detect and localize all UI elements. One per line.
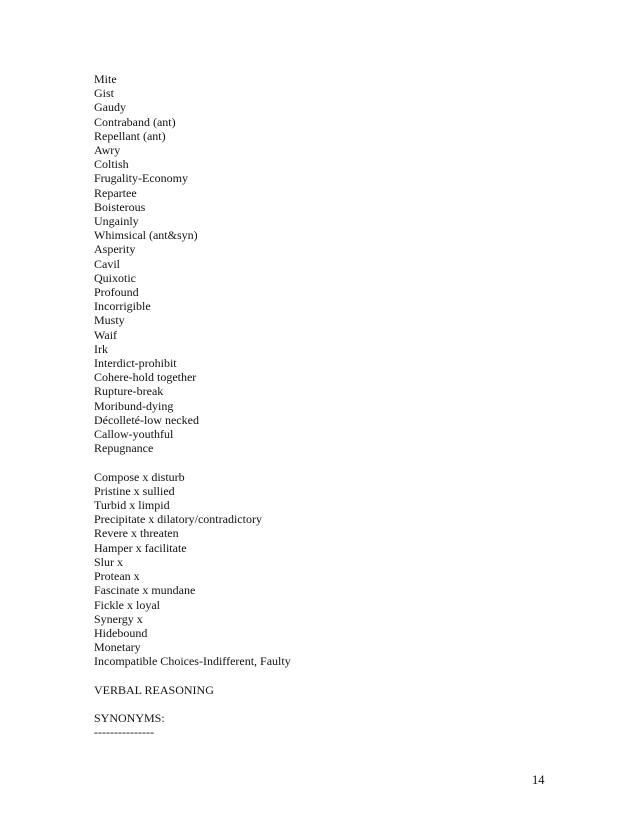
list-item: Precipitate x dilatory/contradictory (94, 512, 262, 527)
divider-line: --------------- (94, 725, 154, 740)
list-item: Contraband (ant) (94, 114, 176, 129)
list-item: Fascinate x mundane (94, 583, 196, 598)
list-item: Ungainly (94, 214, 139, 229)
list-item: Slur x (94, 554, 124, 569)
list-item: Pristine x sullied (94, 483, 175, 498)
page-number: 14 (532, 773, 545, 787)
list-item: Monetary (94, 640, 141, 655)
subsection-heading: SYNONYMS: (94, 711, 165, 726)
list-item: Boisterous (94, 199, 146, 214)
list-item: Callow-youthful (94, 427, 174, 442)
list-item: Repugnance (94, 441, 154, 456)
document-body (94, 72, 594, 740)
list-item: Incorrigible (94, 299, 151, 314)
section-heading: VERBAL REASONING (94, 682, 214, 697)
list-item: Quixotic (94, 270, 136, 285)
list-item: Awry (94, 143, 121, 158)
list-item: Repartee (94, 185, 137, 200)
list-item: Synergy x (94, 611, 143, 626)
paragraph-gap (94, 669, 594, 683)
list-item: Frugality-Economy (94, 171, 188, 186)
list-item: Moribund-dying (94, 398, 174, 413)
list-item: Waif (94, 327, 118, 342)
list-item: Compose x disturb (94, 469, 185, 484)
list-item: Asperity (94, 242, 136, 257)
list-item: Fickle x loyal (94, 597, 160, 612)
list-item: Turbid x limpid (94, 498, 170, 513)
list-item: Musty (94, 313, 125, 328)
list-item: Décolleté-low necked (94, 412, 199, 427)
list-item: Incompatible Choices-Indifferent, Faulty (94, 654, 291, 669)
list-item: Profound (94, 285, 139, 300)
list-item: Revere x threaten (94, 526, 179, 541)
list-item: Hamper x facilitate (94, 540, 187, 555)
paragraph-gap (94, 455, 594, 469)
list-item: Whimsical (ant&syn) (94, 228, 198, 243)
list-item: Repellant (ant) (94, 128, 166, 143)
word-list-1 (94, 72, 594, 455)
list-item: Hidebound (94, 625, 148, 640)
list-item: Coltish (94, 157, 129, 172)
list-item: Cavil (94, 256, 120, 271)
paragraph-gap (94, 697, 594, 711)
list-item: Mite (94, 72, 117, 86)
list-item: Cohere-hold together (94, 370, 197, 385)
list-item: Irk (94, 341, 108, 356)
list-item: Gaudy (94, 100, 126, 115)
list-item: Protean x (94, 569, 140, 584)
list-item: Gist (94, 86, 115, 101)
list-item: Rupture-break (94, 384, 164, 399)
word-list-2 (94, 470, 594, 669)
list-item: Interdict-prohibit (94, 356, 177, 371)
